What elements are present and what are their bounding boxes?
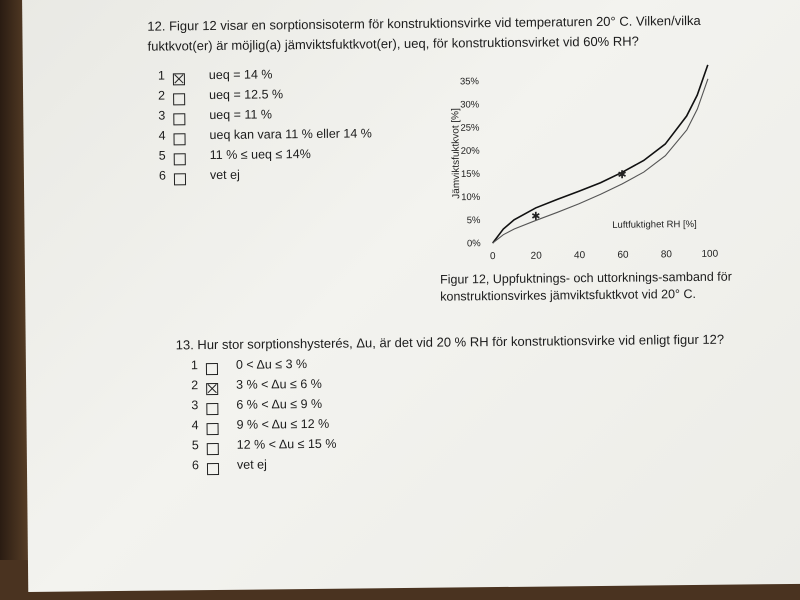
question-13-text: 13. Hur stor sorptionshysterés, Δu, är det vid 20 % RH för konstruktionsvirke vid enligt figur 12? — [175, 331, 725, 353]
question-12-options — [151, 67, 372, 189]
hand-drawn-mark: ✱ — [617, 169, 627, 182]
option-number: 2 — [191, 378, 199, 393]
y-tick-label: 30% — [460, 99, 480, 111]
y-tick-label: 25% — [460, 122, 480, 134]
exam-page — [22, 0, 800, 592]
option-number: 5 — [191, 438, 199, 453]
option-text: 6 % < Δu ≤ 9 % — [236, 396, 323, 412]
x-tick-label: 0 — [489, 251, 496, 263]
question-12-text: 12. Figur 12 visar en sorptionsisoterm för konstruktionsvirke vid temperaturen 20° C. Vilken/vilka fuktkvot(er) är möjlig(a) jämviktsfuktkvot(er), ueq, för konstruktionsvirket vid 60% RH? — [147, 12, 701, 54]
option-checkbox[interactable] — [173, 73, 185, 85]
option-text: 0 < Δu ≤ 3 % — [235, 357, 308, 372]
option-text: ueq kan vara 11 % eller 14 % — [209, 126, 372, 143]
option-text: ueq = 14 % — [208, 67, 273, 83]
option-number: 4 — [191, 418, 199, 433]
option-checkbox[interactable] — [173, 113, 185, 125]
x-tick-label: 100 — [701, 248, 719, 260]
option-number: 3 — [191, 398, 199, 413]
option-checkbox[interactable] — [207, 443, 219, 455]
option-checkbox[interactable] — [173, 93, 185, 105]
x-tick-label: 20 — [530, 250, 542, 262]
option-checkbox[interactable] — [207, 423, 219, 435]
option-text: ueq = 12.5 % — [209, 87, 284, 103]
y-tick-label: 35% — [459, 76, 480, 88]
option-text: 9 % < Δu ≤ 12 % — [236, 416, 330, 432]
option-text: ueq = 11 % — [209, 107, 273, 123]
y-tick-label: 15% — [460, 168, 480, 180]
option-number: 6 — [191, 458, 200, 473]
y-tick-label: 20% — [460, 145, 480, 157]
x-tick-label: 80 — [660, 249, 673, 261]
option-number: 6 — [158, 168, 167, 183]
option-text: vet ej — [236, 457, 267, 472]
option-checkbox[interactable] — [206, 363, 218, 375]
option-number: 1 — [157, 68, 165, 83]
x-tick-label: 60 — [617, 249, 629, 261]
question-13-options — [184, 357, 337, 478]
option-text: 12 % < Δu ≤ 15 % — [236, 436, 337, 452]
hand-drawn-mark: ✱ — [531, 210, 541, 223]
option-checkbox[interactable] — [207, 463, 219, 475]
sorption-isotherm-chart — [433, 63, 735, 266]
option-checkbox[interactable] — [206, 383, 218, 395]
figure-caption: Figur 12, Uppfuktnings- och uttorknings-samband för konstruktionsvirkes jämviktsfuktkvot vid 20° C. — [439, 269, 732, 304]
y-axis-label: Jämviktsfuktkvot [%] — [450, 108, 463, 199]
option-checkbox[interactable] — [174, 173, 186, 185]
y-tick-label: 0% — [466, 238, 481, 250]
option-checkbox[interactable] — [206, 403, 218, 415]
desorption-curve — [491, 65, 710, 243]
option-number: 4 — [158, 128, 166, 143]
option-checkbox[interactable] — [174, 153, 186, 165]
option-number: 5 — [158, 148, 166, 163]
option-text: 3 % < Δu ≤ 6 % — [236, 376, 322, 392]
option-number: 3 — [158, 108, 166, 123]
x-tick-label: 40 — [573, 250, 586, 262]
option-number: 2 — [158, 88, 166, 103]
y-tick-label: 10% — [461, 191, 481, 204]
option-checkbox[interactable] — [173, 133, 185, 145]
option-text: 11 % ≤ ueq ≤ 14% — [209, 146, 311, 163]
y-tick-label: 5% — [466, 215, 481, 227]
option-text: vet ej — [209, 167, 240, 183]
option-number: 1 — [190, 358, 198, 373]
x-axis-label: Luftfuktighet RH [%] — [612, 218, 697, 231]
